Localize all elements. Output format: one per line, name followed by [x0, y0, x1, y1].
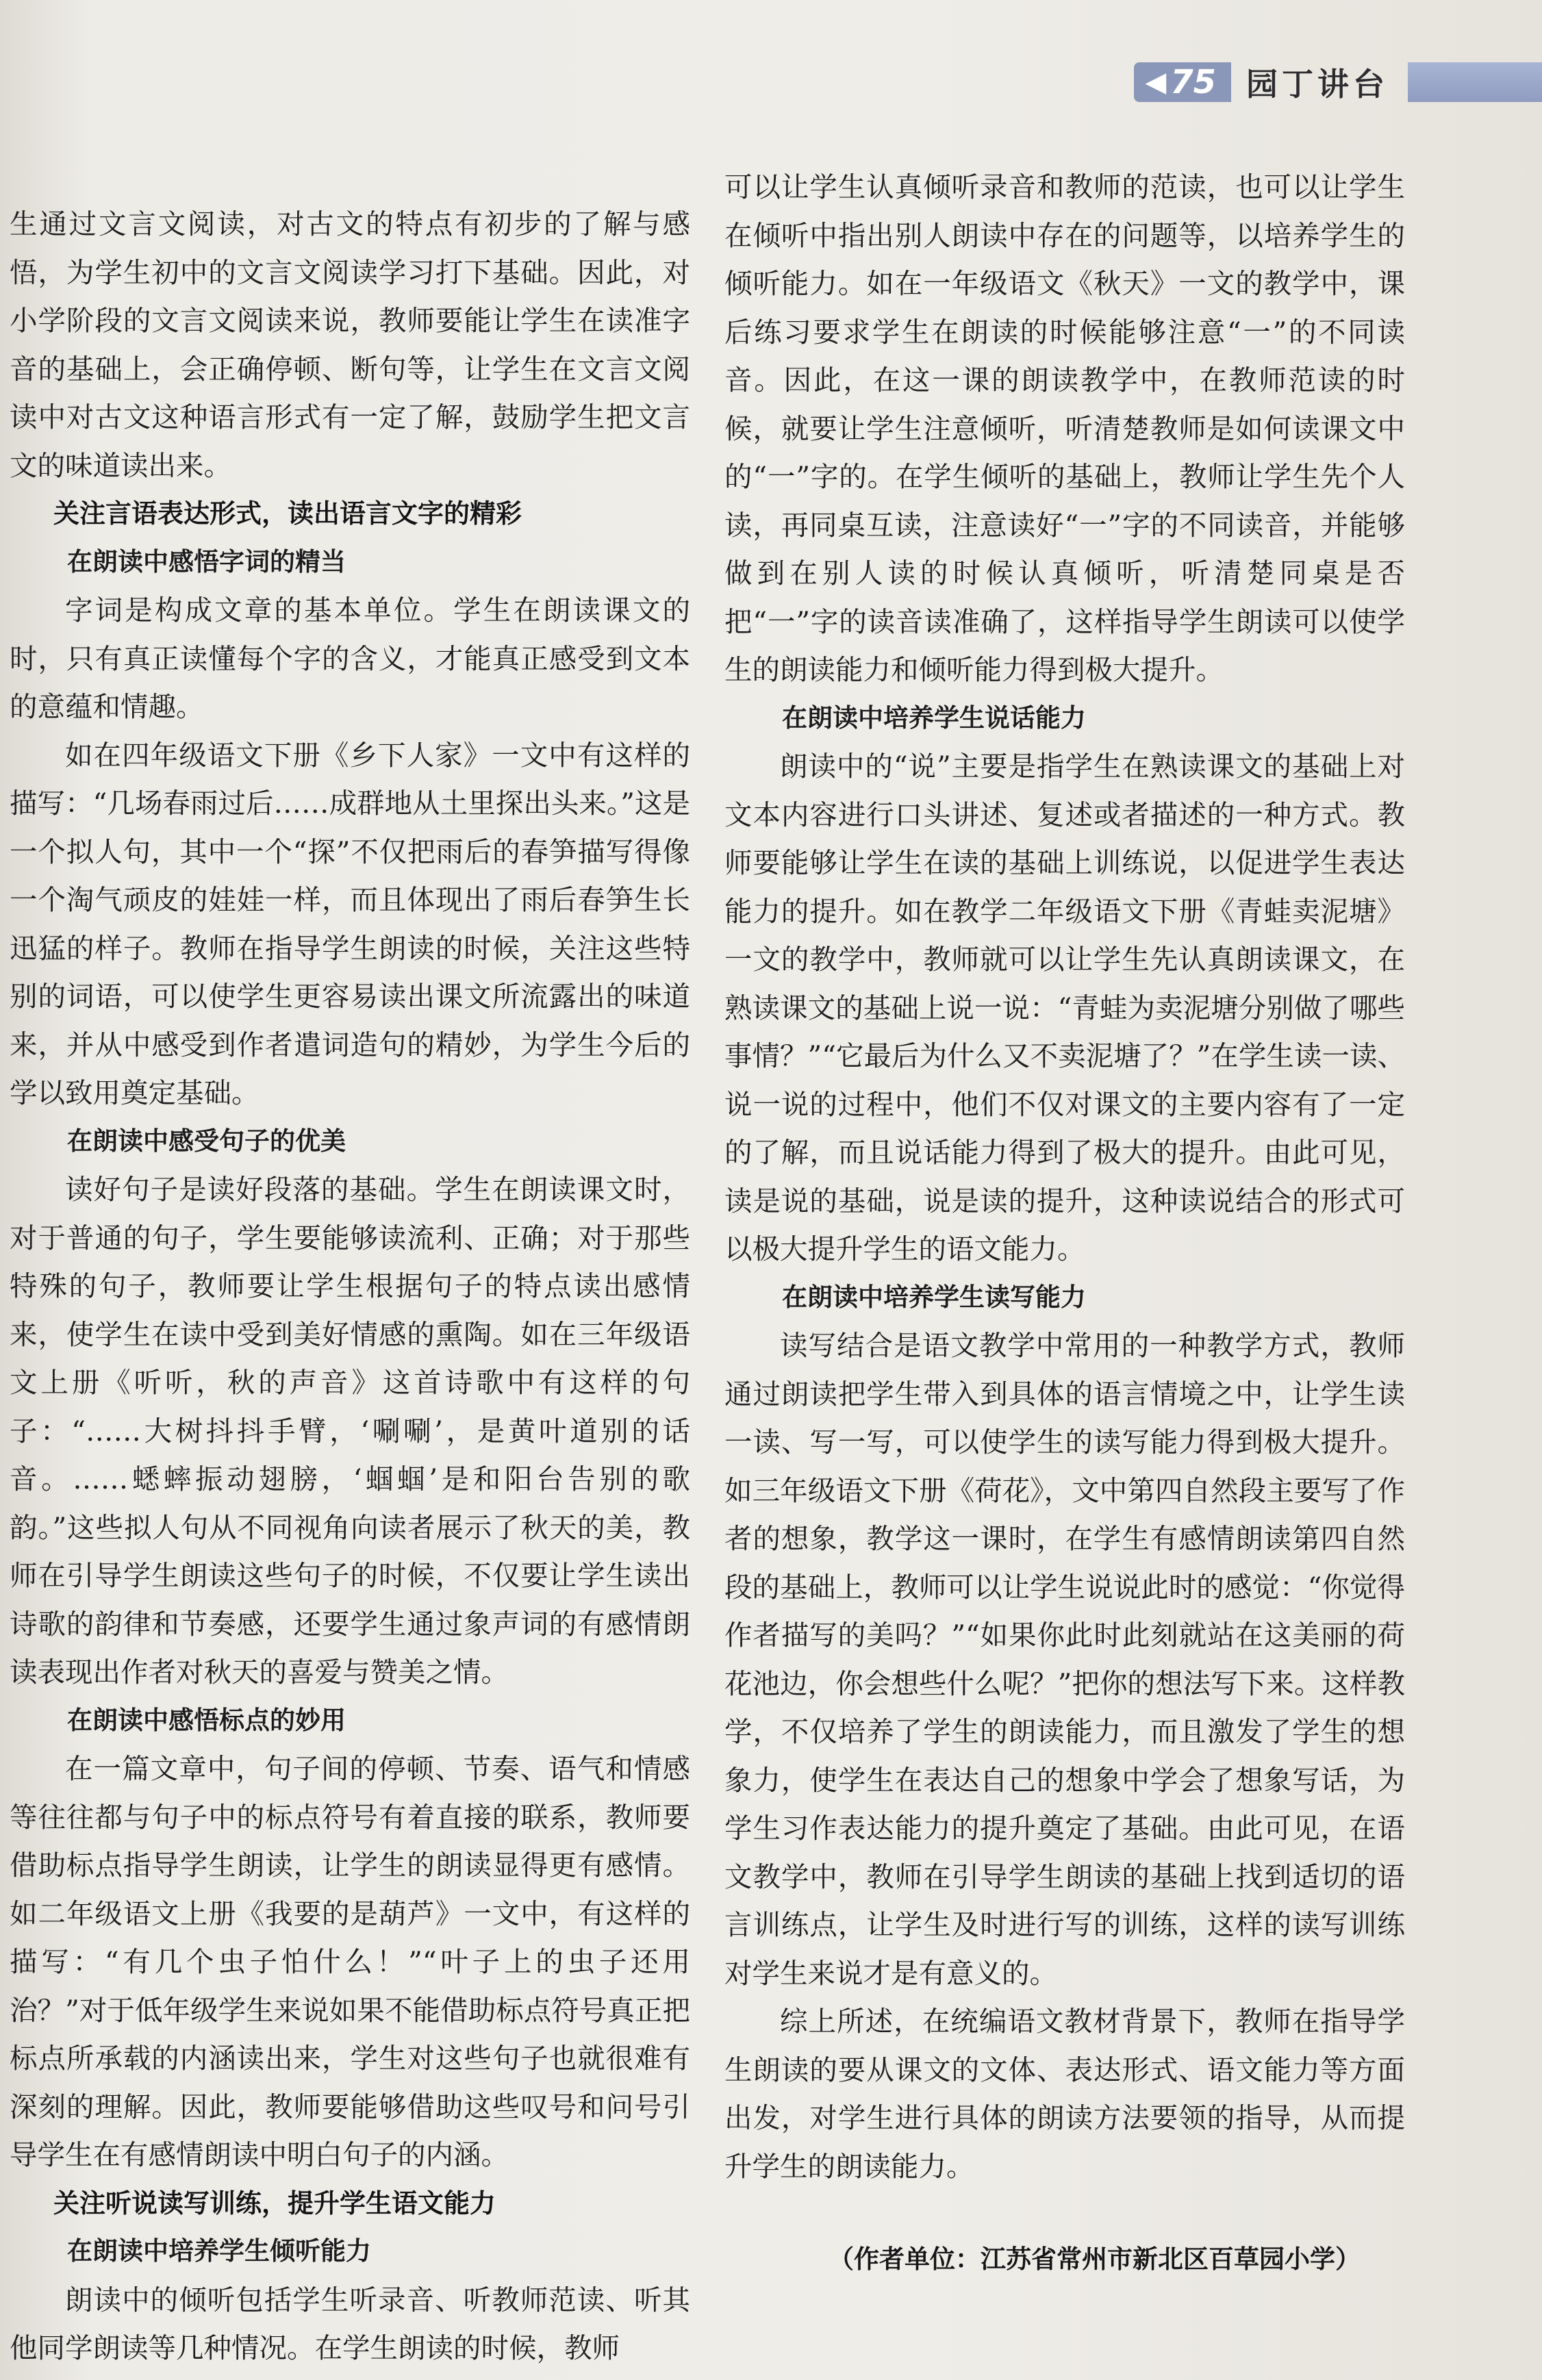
paragraph-listening-continued: 可以让学生认真倾听录音和教师的范读，也可以让学生在倾听中指出别人朗读中存在的问题等，以培养学生的倾听能力。如在一年级语文《秋天》一文的教学中，课后练习要求学生在朗读的时候能够注意“一”的不同读音。因此，在这一课的朗读教学中，在教师范读的时候，就要让学生注意倾听，听清楚教师是如何读课文中的“一”字的。在学生倾听的基础上，教师让学生先个人读，再同桌互读，注意读好“一”字的不同读音，并能够做到在别人读的时候认真倾听，听清楚同桌是否把“一”字的读音读准确了，这样指导学生朗读可以使学生的朗读能力和倾听能力得到极大提升。 [724, 170, 1405, 686]
paragraph-punctuation: 在一篇文章中，句子间的停顿、节奏、语气和情感等往往都与句子中的标点符号有着直接的联系，教师要借助标点指导学生朗读，让学生的朗读显得更有感情。如二年级语文上册《我要的是葫芦》一文中，有这样的描写：“有几个虫子怕什么！”“叶子上的虫子还用治？”对于低年级学生来说如果不能借助标点符号真正把标点所承载的内涵读出来，学生对这些句子也就很难有深刻的理解。因此，教师要能够借助这些叹号和问号引导学生在有感情朗读中明白句子的内涵。 [10, 1752, 690, 2171]
page-number-badge [1134, 62, 1231, 102]
subheading-speaking: 在朗读中培养学生说话能力 [782, 702, 1086, 733]
subheading-sentences: 在朗读中感受句子的优美 [67, 1126, 346, 1156]
paragraph-sentences: 读好句子是读好段落的基础。学生在朗读课文时，对于普通的句子，学生要能够读流利、正确；对于那些特殊的句子，教师要让学生根据句子的特点读出感情来，使学生在读中受到美好情感的熏陶。如在三年级语文上册《听听，秋的声音》这首诗歌中有这样的句子：“……大树抖抖手臂，‘唰唰’，是黄叶道别的话音。……蟋蟀振动翅膀，‘蝈蝈’是和阳台告别的歌韵。”这些拟人句从不同视角向读者展示了秋天的美，教师在引导学生朗读这些句子的时候，不仅要让学生读出诗歌的韵律和节奏感，还要学生通过象声词的有感情朗读表现出作者对秋天的喜爱与赞美之情。 [10, 1173, 690, 1688]
paragraph-listening: 朗读中的倾听包括学生听录音、听教师范读、听其他同学朗读等几种情况。在学生朗读的时候，教师 [10, 2283, 690, 2364]
header-decor-bar [1408, 62, 1542, 102]
subheading-writing: 在朗读中培养学生读写能力 [782, 1282, 1086, 1312]
author-unit: （作者单位：江苏省常州市新北区百草园小学） [829, 2244, 1361, 2274]
subheading-listening: 在朗读中培养学生倾听能力 [67, 2236, 371, 2266]
subheading-punctuation: 在朗读中感悟标点的妙用 [67, 1705, 346, 1735]
paragraph-writing: 读写结合是语文教学中常用的一种教学方式，教师通过朗读把学生带入到具体的语言情境之中，让学生读一读、写一写，可以使学生的读写能力得到极大提升。如三年级语文下册《荷花》，文中第四自然段主要写了作者的想象，教学这一课时，在学生有感情朗读第四自然段的基础上，教师可以让学生说说此时的感觉：“你觉得作者描写的美吗？”“如果你此时此刻就站在这美丽的荷花池边，你会想些什么呢？”把你的想法写下来。这样教学，不仅培养了学生的朗读能力，而且激发了学生的想象力，使学生在表达自己的想象中学会了想象写话，为学生习作表达能力的提升奠定了基础。由此可见，在语文教学中，教师在引导学生朗读的基础上找到适切的语言训练点，让学生及时进行写的训练，这样的读写训练对学生来说才是有意义的。 [724, 1329, 1405, 1990]
paragraph-speaking: 朗读中的“说”主要是指学生在熟读课文的基础上对文本内容进行口头讲述、复述或者描述的一种方式。教师要能够让学生在读的基础上训练说，以促进学生表达能力的提升。如在教学二年级语文下册《青蛙卖泥塘》一文的教学中，教师就可以让学生先认真朗读课文，在熟读课文的基础上说一说：“青蛙为卖泥塘分别做了哪些事情？”“它最后为什么又不卖泥塘了？”在学生读一读、说一说的过程中，他们不仅对课文的主要内容有了一定的了解，而且说话能力得到了极大的提升。由此可见，读是说的基础，说是读的提升，这种读说结合的形式可以极大提升学生的语文能力。 [724, 750, 1405, 1265]
paragraph-intro: 生通过文言文阅读，对古文的特点有初步的了解与感悟，为学生初中的文言文阅读学习打下基础。因此，对小学阶段的文言文阅读来说，教师要能让学生在读准字音的基础上，会正确停顿、断句等，让学生在文言文阅读中对古文这种语言形式有一定了解，鼓励学生把文言文的味道读出来。 [10, 207, 690, 482]
page-header [1134, 53, 1542, 111]
paragraph-words-2: 如在四年级语文下册《乡下人家》一文中有这样的描写：“几场春雨过后……成群地从土里探出头来。”这是一个拟人句，其中一个“探”不仅把雨后的春笋描写得像一个淘气顽皮的娃娃一样，而且体现出了雨后春笋生长迅猛的样子。教师在指导学生朗读的时候，关注这些特别的词语，可以使学生更容易读出课文所流露出的味道来，并从中感受到作者遣词造句的精妙，为学生今后的学以致用奠定基础。 [10, 738, 690, 1109]
chevron-left-icon: ◀ [1145, 66, 1167, 98]
section-heading-language-form: 关注言语表达形式，读出语言文字的精彩 [53, 498, 522, 529]
paragraph-summary: 综上所述，在统编语文教材背景下，教师在指导学生朗读的要从课文的文体、表达形式、语文能力等方面出发，对学生进行具体的朗读方法要领的指导，从而提升学生的朗读能力。 [724, 2005, 1405, 2183]
page-number: 75 [1170, 63, 1216, 101]
column-name: 园丁讲台 [1246, 66, 1389, 103]
right-column [724, 163, 1405, 2217]
paragraph-words-1: 字词是构成文章的基本单位。学生在朗读课文的时，只有真正读懂每个字的含义，才能真正感受到文本的意蕴和情趣。 [10, 594, 690, 723]
subheading-words: 在朗读中感悟字词的精当 [67, 546, 346, 577]
left-column [10, 200, 690, 2364]
section-heading-skills: 关注听说读写训练，提升学生语文能力 [53, 2188, 496, 2218]
